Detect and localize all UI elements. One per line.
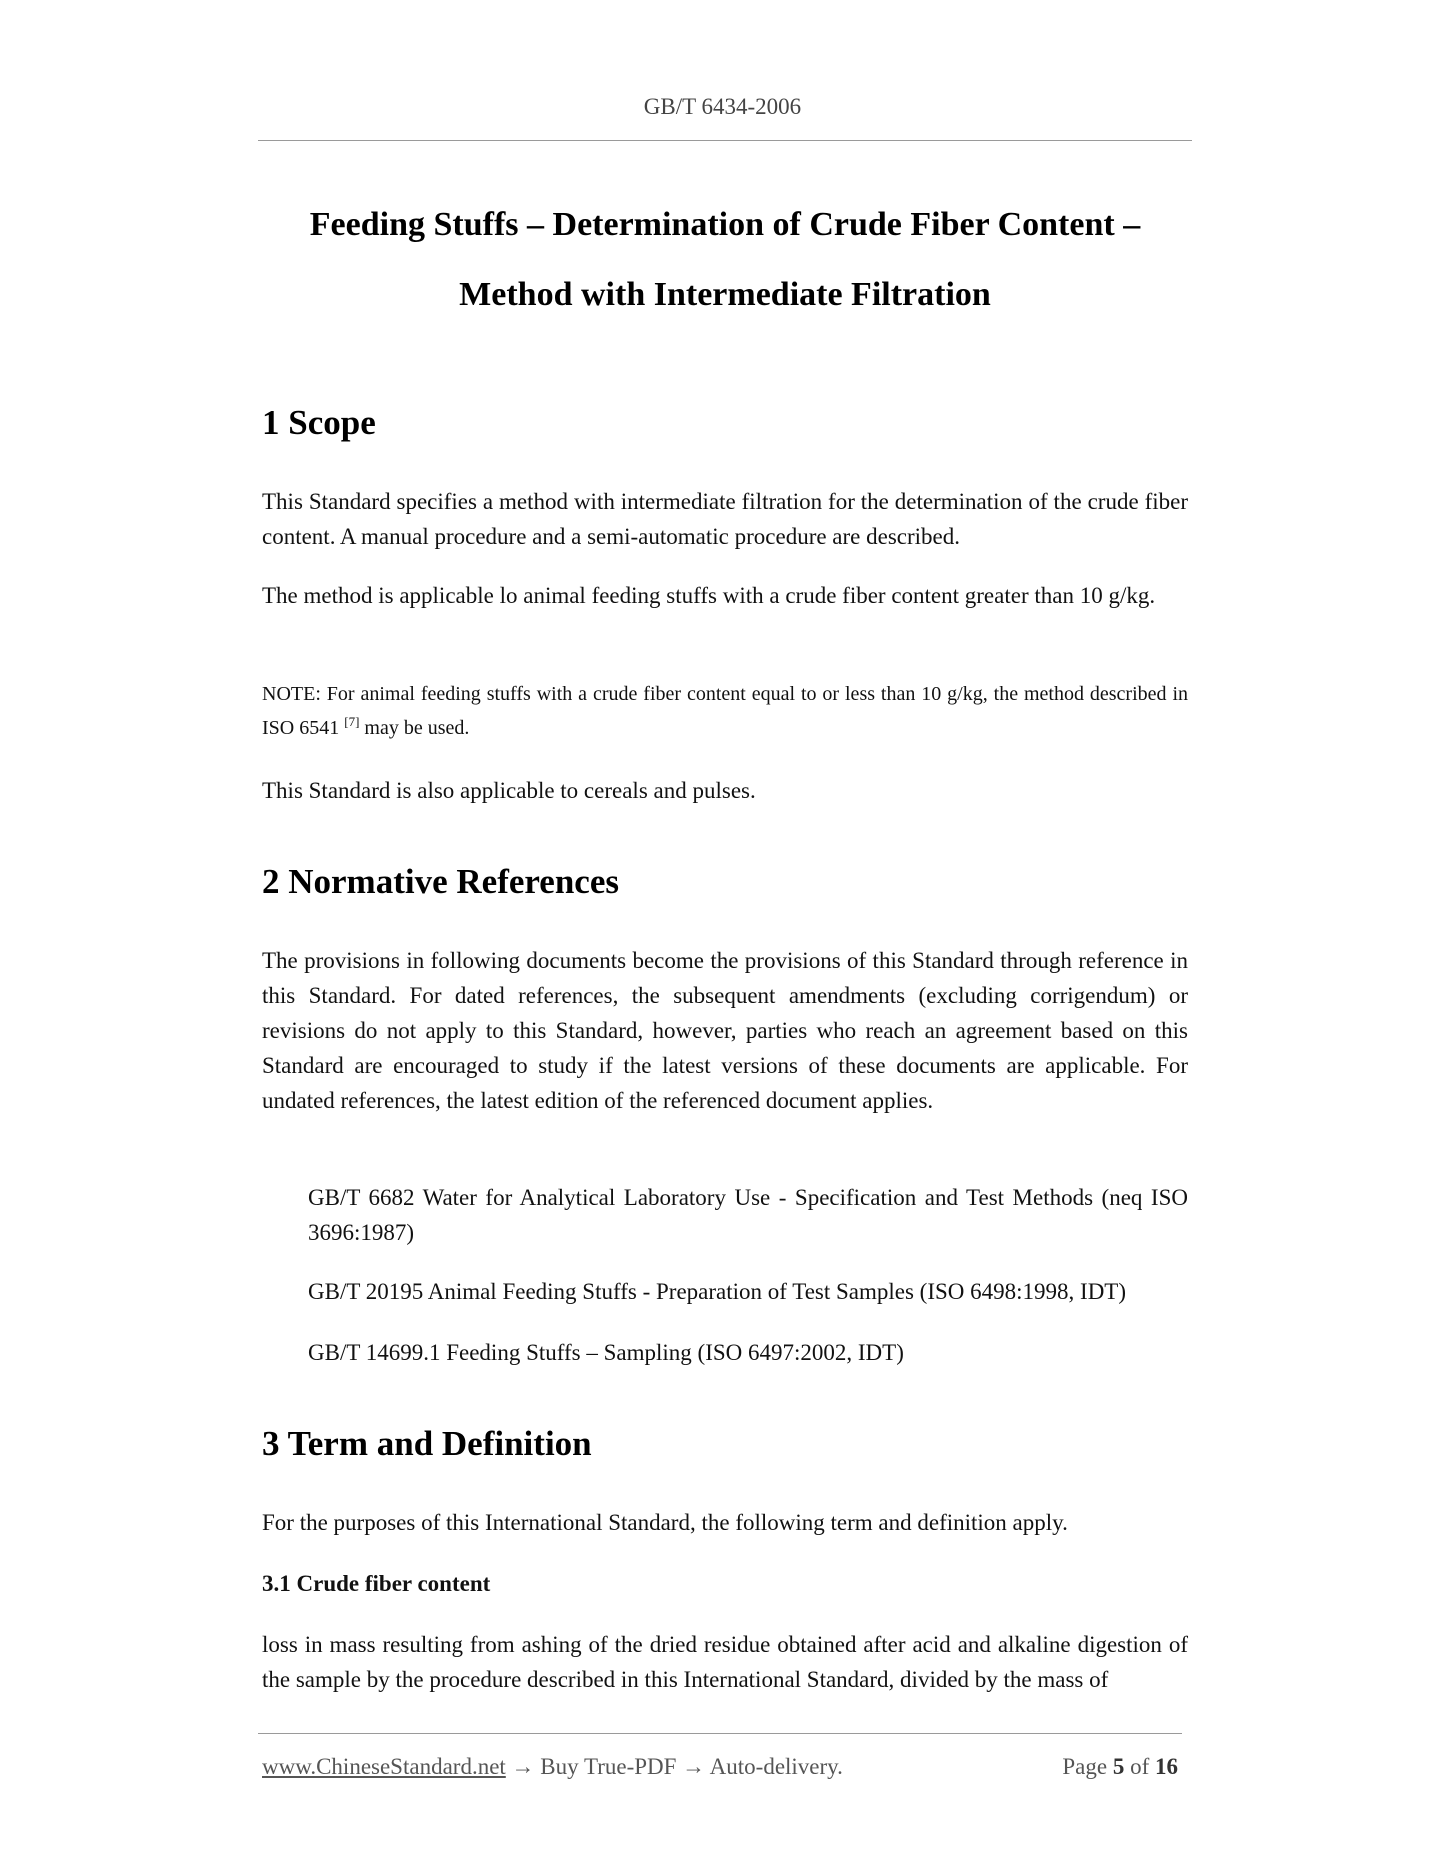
header-divider bbox=[258, 140, 1192, 141]
document-title bbox=[258, 190, 1192, 330]
subsection-3-1-heading: 3.1 Crude fiber content bbox=[262, 1571, 491, 1596]
page-of: of bbox=[1130, 1754, 1150, 1779]
definitions-intro: For the purposes of this International Standard, the following term and definition apply. bbox=[262, 1510, 1068, 1535]
running-header: GB/T 6434-2006 bbox=[643, 94, 802, 119]
section-3-heading: 3 Term and Definition bbox=[262, 1424, 592, 1463]
page-label: Page bbox=[1062, 1754, 1108, 1779]
footer-trail: → Buy True-PDF → Auto-delivery. bbox=[511, 1754, 843, 1779]
page-total: 16 bbox=[1155, 1754, 1178, 1779]
page-current: 5 bbox=[1112, 1754, 1125, 1779]
note-text-end: may be used. bbox=[364, 717, 470, 739]
scope-paragraph-2: The method is applicable lo animal feeding stuffs with a crude fiber content greater than 10 g/kg. bbox=[262, 583, 1156, 608]
reference-item: GB/T 14699.1 Feeding Stuffs – Sampling (ISO 6497:2002, IDT) bbox=[308, 1340, 904, 1365]
website-link[interactable]: www.ChineseStandard.net bbox=[262, 1754, 506, 1779]
title-line-1: Feeding Stuffs – Determination of Crude Fiber Content – bbox=[309, 206, 1141, 243]
scope-note bbox=[262, 677, 1188, 745]
scope-paragraph-3: This Standard is also applicable to cereals and pulses. bbox=[262, 778, 756, 803]
note-text: NOTE: For animal feeding stuffs with a crude fiber content equal to or less than 10 g/kg, the method described in ISO 6541 bbox=[262, 683, 1188, 739]
page-footer bbox=[262, 1752, 1182, 1782]
reference-item: GB/T 20195 Animal Feeding Stuffs - Preparation of Test Samples (ISO 6498:1998, IDT) bbox=[308, 1279, 1127, 1304]
scope-paragraph-1: This Standard specifies a method with intermediate filtration for the determination of the crude fiber content. A manual procedure and a semi-automatic procedure are described. bbox=[262, 489, 1188, 549]
reference-item: GB/T 6682 Water for Analytical Laboratory Use - Specification and Test Methods (neq ISO 3696:1987) bbox=[308, 1185, 1188, 1245]
section-2-heading: 2 Normative References bbox=[262, 862, 619, 901]
section-1-heading: 1 Scope bbox=[262, 403, 376, 442]
references-paragraph: The provisions in following documents become the provisions of this Standard through reference in this Standard. For dated references, the subsequent amendments (excluding corrigendum) or revisions do not apply to this Standard, however, parties who reach an agreement based on this Standard are encouraged to study if the latest versions of these documents are applicable. For undated references, the latest edition of the referenced document applies. bbox=[262, 948, 1188, 1113]
page-number bbox=[1062, 1752, 1178, 1782]
title-line-2: Method with Intermediate Filtration bbox=[459, 276, 991, 313]
note-citation: [7] bbox=[344, 714, 360, 729]
definition-paragraph: loss in mass resulting from ashing of the dried residue obtained after acid and alkaline digestion of the sample by the procedure described in this International Standard, divided by the mass of bbox=[262, 1632, 1188, 1692]
footer-divider bbox=[258, 1733, 1182, 1734]
